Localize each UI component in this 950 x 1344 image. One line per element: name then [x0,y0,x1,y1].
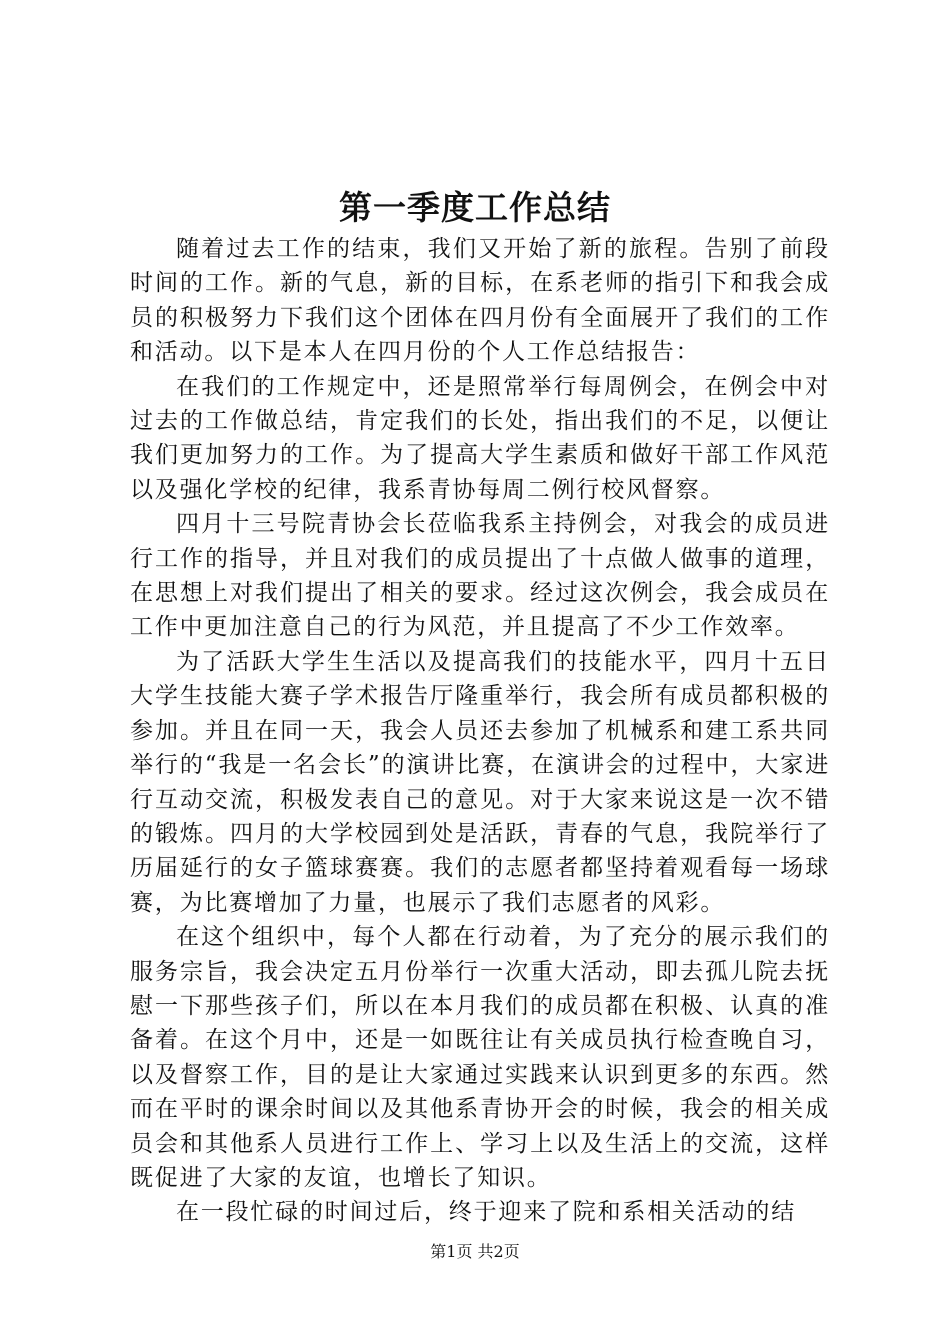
paragraph-6: 在一段忙碌的时间过后，终于迎来了院和系相关活动的结 [176,1199,796,1226]
page-footer [0,1240,950,1264]
paragraph-3: 四月十三号院青协会长莅临我系主持例会，对我会的成员进行工作的指导，并且对我们的成员提出了十点做人做事的道理，在思想上对我们提出了相关的要求。经过这次例会，我会成员在工作中更加注意自己的行为风范，并且提高了不少工作效率。 [130,511,830,641]
document-title: 第一季度工作总结 [339,188,611,227]
paragraph-2: 在我们的工作规定中，还是照常举行每周例会，在例会中对过去的工作做总结，肯定我们的长处，指出我们的不足，以便让我们更加努力的工作。为了提高大学生素质和做好干部工作风范以及强化学校的纪律，我系青协每周二例行校风督察。 [130,373,830,503]
paragraph-4: 为了活跃大学生生活以及提高我们的技能水平，四月十五日大学生技能大赛子学术报告厅隆重举行，我会所有成员都积极的参加。并且在同一天，我会人员还去参加了机械系和建工系共同举行的“我是一名会长”的演讲比赛，在演讲会的过程中，大家进行互动交流，积极发表自己的意见。对于大家来说这是一次不错的锻炼。四月的大学校园到处是活跃，青春的气息，我院举行了历届延行的女子篮球赛赛。我们的志愿者都坚持着观看每一场球赛，为比赛增加了力量，也展示了我们志愿者的风彩。 [130,648,830,916]
paragraph-5: 在这个组织中，每个人都在行动着，为了充分的展示我们的服务宗旨，我会决定五月份举行一次重大活动，即去孤儿院去抚慰一下那些孩子们，所以在本月我们的成员都在积极、认真的准备着。在这个月中，还是一如既往让有关成员执行检查晚自习，以及督察工作，目的是让大家通过实践来认识到更多的东西。然而在平时的课余时间以及其他系青协开会的时候，我会的相关成员会和其他系人员进行工作上、学习上以及生活上的交流，这样既促进了大家的友谊，也增长了知识。 [130,924,830,1191]
page-number: 第1页 [430,1242,473,1261]
paragraph-1: 随着过去工作的结束，我们又开始了新的旅程。告别了前段时间的工作。新的气息，新的目标，在系老师的指引下和我会成员的积极努力下我们这个团体在四月份有全面展开了我们的工作和活动。以下是本人在四月份的个人工作总结报告： [130,236,830,366]
page-total: 共2页 [477,1242,520,1261]
document-body [130,232,830,1230]
